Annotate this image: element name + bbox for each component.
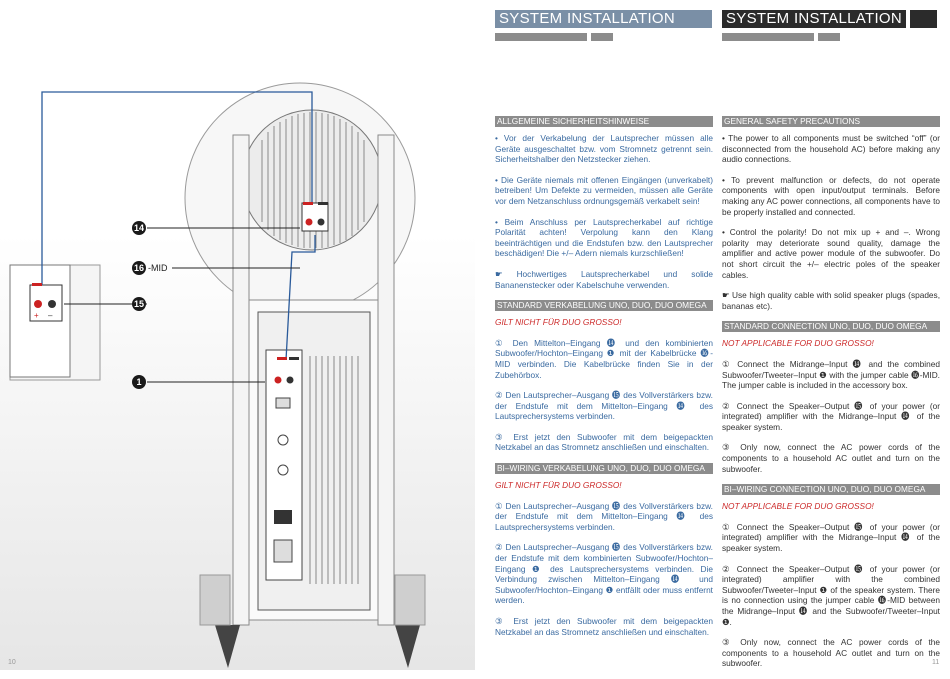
header-title-en: SYSTEM INSTALLATION <box>722 10 906 28</box>
paragraph: ③ Only now, connect the AC power cords of the components to a household AC outlet and turn on the subwoofer. <box>722 637 940 669</box>
page-number-left: 10 <box>8 659 16 666</box>
paragraph: ② Connect the Speaker–Output ⓯ of your power (or integrated) amplifier with the combined Subwoofer/Tweeter–Input ❶ of the speaker system. There is no connection using the jumper cable ⓰-MID between the Midrange–Input ⓮ and the Subwoofer/Tweeter–Input ❶. <box>722 563 940 627</box>
subbar-en-2 <box>818 33 840 41</box>
page-number-right: 11 <box>932 659 940 666</box>
section-header: STANDARD VERKABELUNG UNO, DUO, DUO OMEGA <box>495 300 713 311</box>
paragraph: ③ Only now, connect the AC power cords of the components to a household AC outlet and turn on the subwoofer. <box>722 442 940 474</box>
warning-note: GILT NICHT FÜR DUO GROSSO! <box>495 480 622 491</box>
section-header: ALLGEMEINE SICHERHEITSHINWEISE <box>495 116 713 127</box>
paragraph: ☛ Use high quality cable with solid speaker plugs (spades, bananas etc). <box>722 290 940 311</box>
warning-note: NOT APPLICABLE FOR DUO GROSSO! <box>722 501 874 512</box>
callout-1: 1 <box>132 375 146 389</box>
callout-14: 14 <box>133 223 144 233</box>
subbar-en-1 <box>722 33 814 41</box>
paragraph: • The power to all components must be switched “off” (or disconnected from the household AC) before making any audio connections. <box>722 133 940 165</box>
callout-16: 16 <box>133 263 144 273</box>
header-tail-de <box>685 10 712 28</box>
svg-text:+: + <box>34 311 39 320</box>
paragraph: ② Den Lautsprecher–Ausgang ⓯ des Vollverstärkers bzw. der Endstufe mit dem kombinierten Subwoofer/Hochton–Eingang ❶ des Lautsprechersystems verbinden. Die Verbindung zwischen Mittelton–Eingang ⓮ und Subwoofer/Hochton–Eingang ❶ entfällt oder muss entfernt werden. <box>495 542 713 606</box>
subbar-de-1 <box>495 33 587 41</box>
paragraph: ☛ Hochwertiges Lautsprecherkabel und solide Bananenstecker oder Kabelschuhe verwenden. <box>495 268 713 290</box>
section-header: BI–WIRING CONNECTION UNO, DUO, DUO OMEGA <box>722 484 940 495</box>
stand-spikes <box>215 625 420 668</box>
paragraph: ② Den Lautsprecher–Ausgang ⓯ des Vollverstärkers bzw. der Endstufe mit dem Mittelton–Eingang ⓮ des Lautsprechersystems verbinden. <box>495 390 713 422</box>
paragraph: ① Den Mittelton–Eingang ⓮ und den kombinierten Subwoofer/Hochton–Eingang ❶ mit der Kabelbrücke ⓰-MID verbinden. Die Kabelbrücke finden Sie in der Zubehörbox. <box>495 337 713 380</box>
section-header: GENERAL SAFETY PRECAUTIONS <box>722 116 940 127</box>
paragraph: ③ Erst jetzt den Subwoofer mit dem beigepackten Netzkabel an das Stromnetz anschließen und einschalten. <box>495 431 713 453</box>
paragraph: • Control the polarity! Do not mix up + and –. Wrong polarity may deteriorate sound quality, damage the amplifier and active power module of the subwoofer. Do not short circuit the +/– electric poles of the speaker cables. <box>722 227 940 280</box>
paragraph: • Beim Anschluss per Lautsprecherkabel auf richtige Polarität achten! Verpolung kann den Klang beeinträchtigen und die Endstufen bzw. den Lautsprecher beschädigen! Die +/– Adern niemals kurzschließen! <box>495 216 713 259</box>
german-column <box>495 116 713 647</box>
header-tail-en <box>910 10 937 28</box>
paragraph: ① Connect the Midrange–Input ⓮ and the combined Subwoofer/Tweeter–Input ❶ with the jumper cable ⓰-MID. The jumper cable is included in the accessory box. <box>722 358 940 391</box>
svg-text:–: – <box>48 311 53 320</box>
warning-note: GILT NICHT FÜR DUO GROSSO! <box>495 317 622 328</box>
paragraph: ② Connect the Speaker–Output ⓯ of your power (or integrated) amplifier with the Midrange–Input ⓮ of the speaker system. <box>722 400 940 432</box>
paragraph: • Vor der Verkabelung der Lautsprecher müssen alle Geräte ausgeschaltet bzw. vom Stromnetz getrennt sein. Sicherheitshalber den Netzstecker ziehen. <box>495 133 713 165</box>
subbar-de-2 <box>591 33 613 41</box>
header-title-de: SYSTEM INSTALLATION <box>495 10 685 28</box>
callout-15: 15 <box>133 299 144 309</box>
section-header: STANDARD CONNECTION UNO, DUO, DUO OMEGA <box>722 321 940 332</box>
english-column <box>722 116 940 679</box>
section-header: BI–WIRING VERKABELUNG UNO, DUO, DUO OMEGA <box>495 463 713 474</box>
paragraph: • To prevent malfunction or defects, do not operate components with open input/output terminals. Before making any AC power connections, all components have to be properly installed and connected. <box>722 174 940 217</box>
installation-diagram <box>0 0 475 670</box>
callout-16-label: -MID <box>148 263 168 273</box>
installation-diagram-page <box>0 0 475 670</box>
warning-note: NOT APPLICABLE FOR DUO GROSSO! <box>722 338 874 349</box>
paragraph: ① Connect the Speaker–Output ⓯ of your power (or integrated) amplifier with the Midrange–Input ⓮ of the speaker system. <box>722 521 940 554</box>
paragraph: • Die Geräte niemals mit offenen Eingängen (unverkabelt) betreiben! Um Defekte zu vermeiden, müssen alle Geräte vor dem Netzanschluss ordnungsgemäß verkabelt sein! <box>495 174 713 206</box>
paragraph: ① Den Lautsprecher–Ausgang ⓯ des Vollverstärkers bzw. der Endstufe mit dem Mittelton–Eingang ⓮ des Lautsprechersystems verbinden. <box>495 500 713 532</box>
midrange-terminal <box>302 203 328 231</box>
paragraph: ③ Erst jetzt den Subwoofer mit dem beigepackten Netzkabel an das Stromnetz anschließen und einschalten. <box>495 616 713 637</box>
